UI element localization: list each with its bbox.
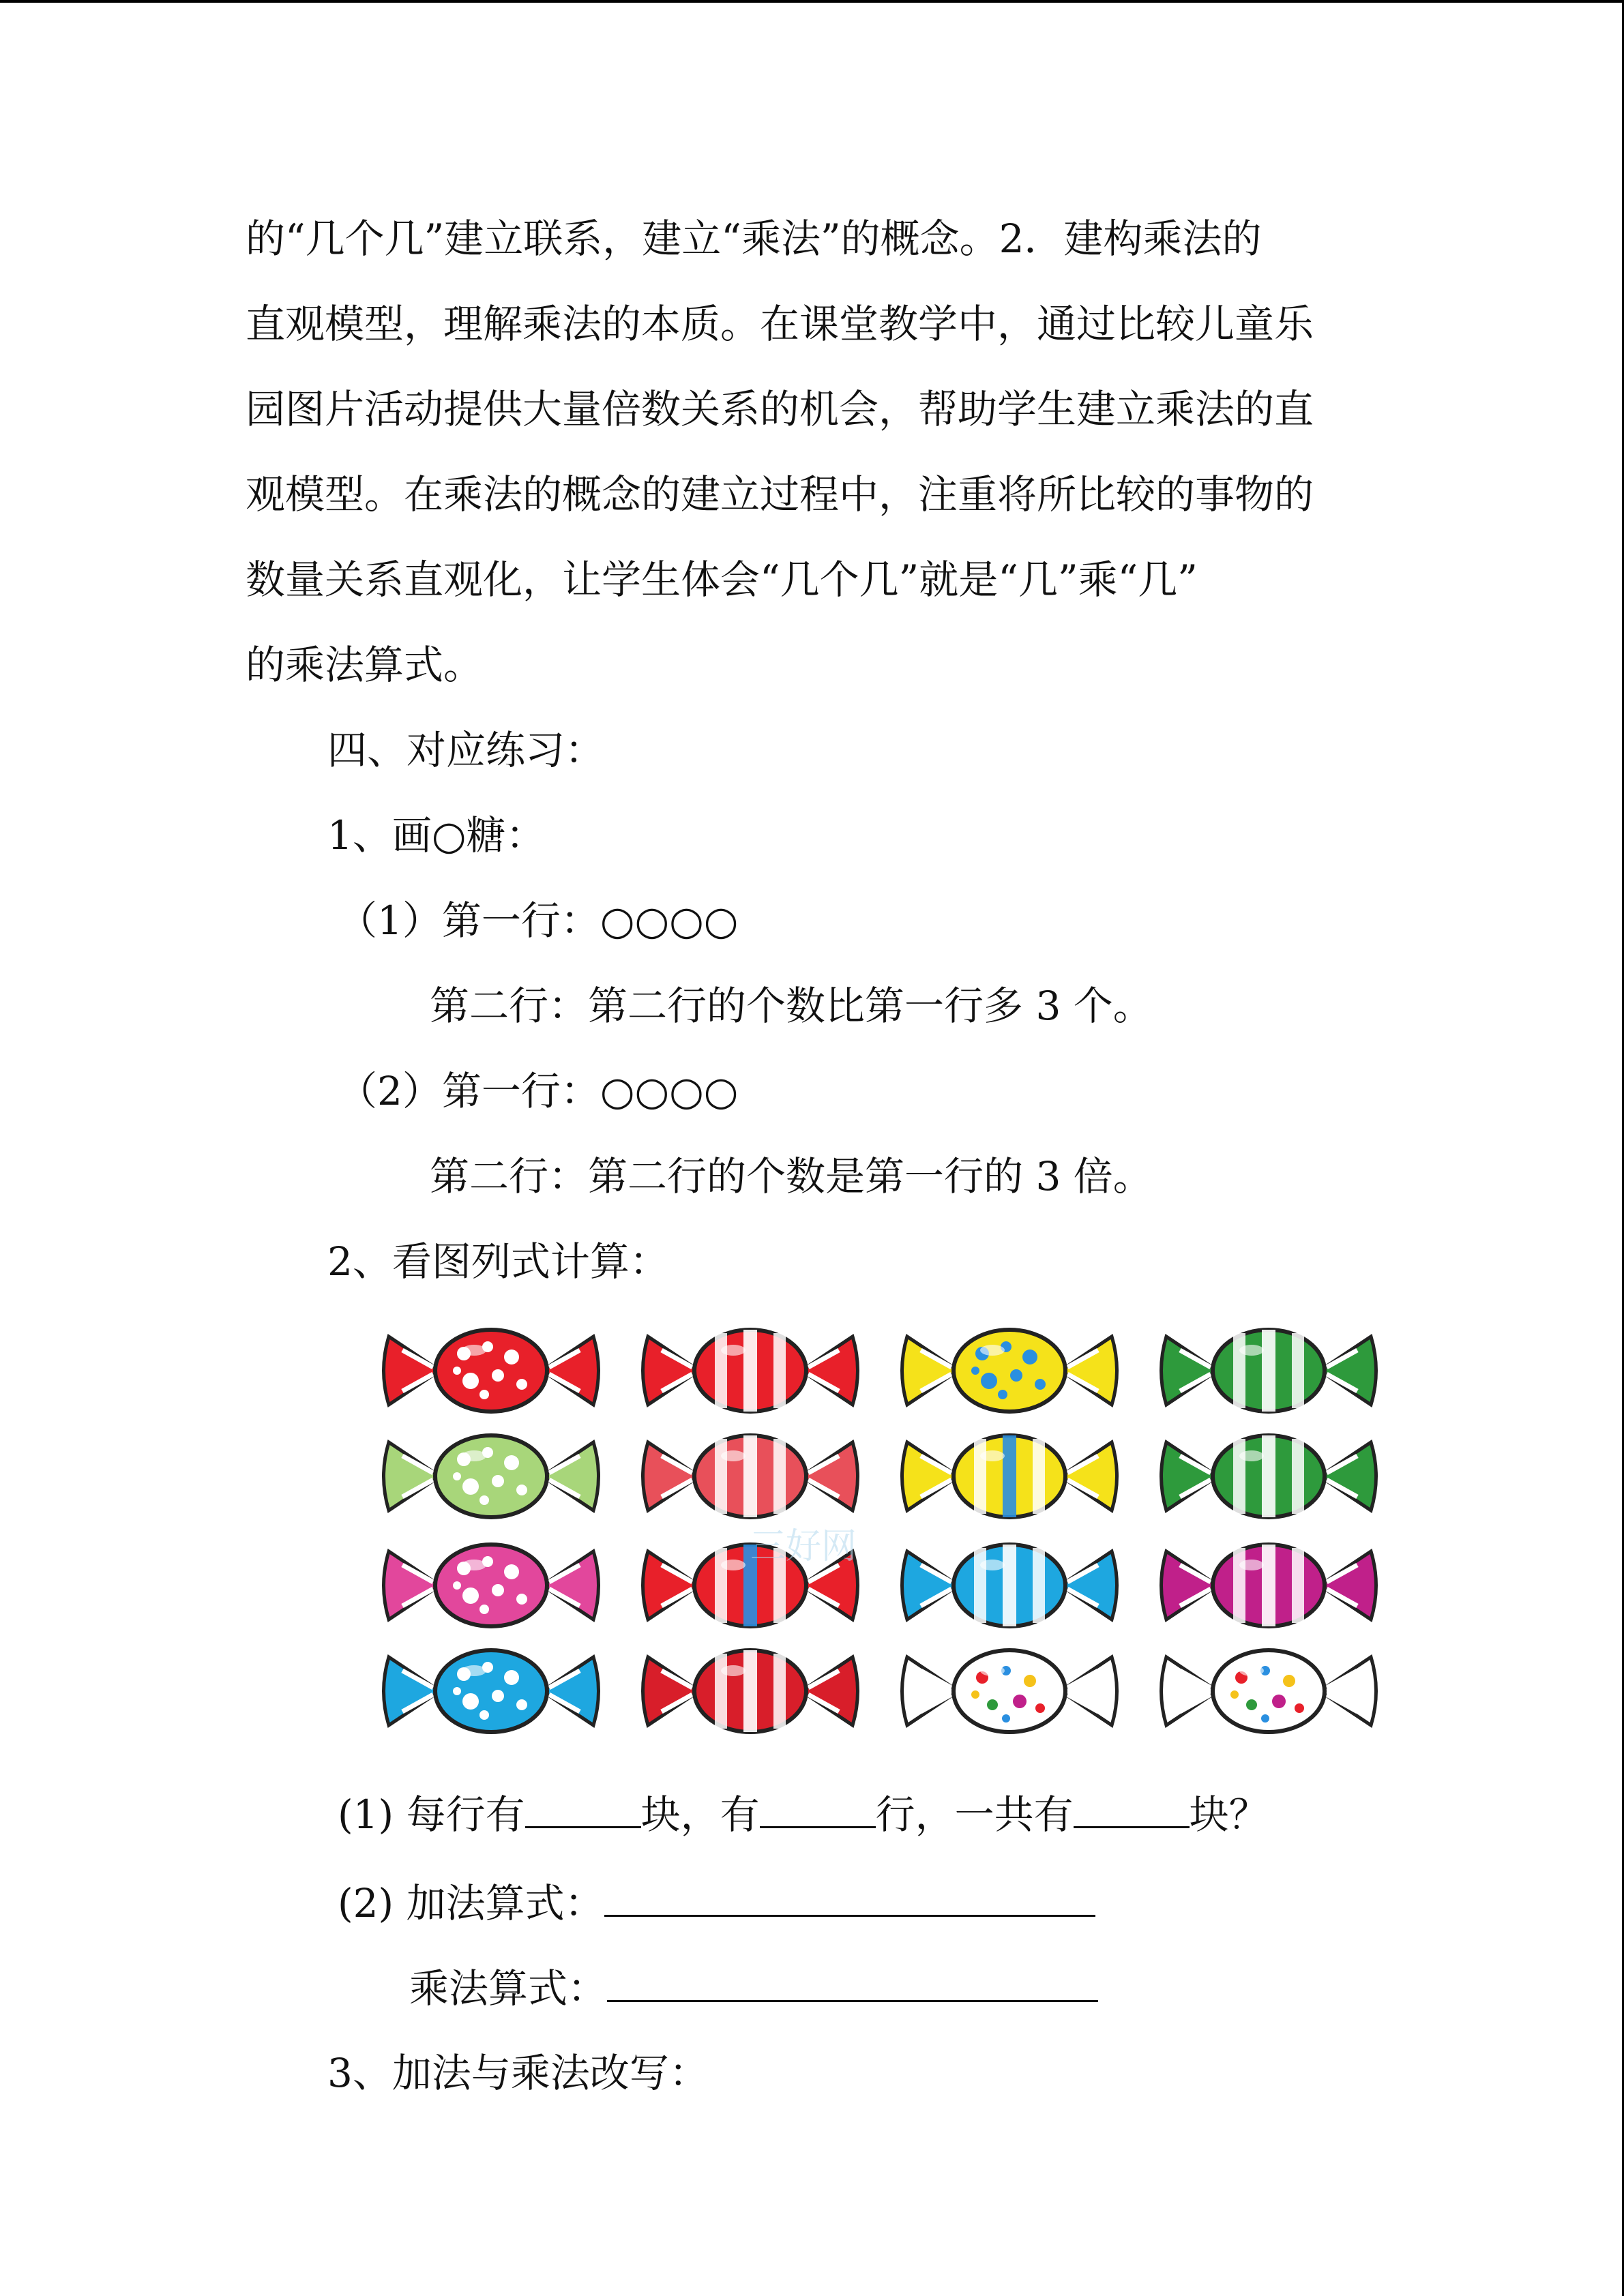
candy-icon — [1153, 1320, 1385, 1422]
question-1-title: 1、画○糖： — [327, 812, 546, 859]
watermark: 三好网 — [750, 1526, 857, 1567]
paragraph-line-1: 的“几个几”建立联系，建立“乘法”的概念。2．建构乘法的 — [246, 215, 1262, 262]
paragraph-line-2: 直观模型，理解乘法的本质。在课堂教学中，通过比较儿童乐 — [246, 301, 1314, 347]
blank-per-row[interactable] — [525, 1787, 641, 1828]
sub1-text-b: 块，有 — [640, 1791, 760, 1838]
candy-icon — [1153, 1534, 1385, 1637]
question-1-part1-row2: 第二行：第二行的个数比第一行多 3 个。 — [430, 983, 1153, 1029]
multiplication-answer-line[interactable] — [607, 1960, 1098, 2002]
candy-picture — [361, 1309, 1426, 1759]
candy-icon — [375, 1425, 607, 1527]
paragraph-line-5: 数量关系直观化，让学生体会“几个几”就是“几”乘“几” — [246, 556, 1198, 603]
candy-icon — [634, 1640, 866, 1742]
candy-icon — [634, 1425, 866, 1527]
candy-icon — [894, 1425, 1125, 1527]
addition-label: (2) 加法算式： — [338, 1880, 604, 1926]
candy-icon — [375, 1640, 607, 1742]
candy-icon — [894, 1320, 1125, 1422]
page-top-border — [0, 0, 1624, 3]
candy-icon — [375, 1534, 607, 1637]
section-heading: 四、对应练习： — [327, 727, 605, 773]
paragraph-line-4: 观模型。在乘法的概念的建立过程中，注重将所比较的事物的 — [246, 471, 1314, 518]
sub1-text-c: 行，一共有 — [875, 1791, 1074, 1838]
sub1-text-a: (1) 每行有 — [338, 1791, 525, 1838]
addition-answer-line[interactable] — [604, 1875, 1095, 1917]
paragraph-line-3: 园图片活动提供大量倍数关系的机会，帮助学生建立乘法的直 — [246, 386, 1314, 432]
question-2-sub2 — [338, 1875, 1095, 1930]
question-2-sub1 — [338, 1787, 1269, 1842]
candy-icon — [634, 1320, 866, 1422]
blank-rows[interactable] — [760, 1787, 876, 1828]
blank-total[interactable] — [1074, 1787, 1190, 1828]
question-1-part2-row2: 第二行：第二行的个数是第一行的 3 倍。 — [430, 1153, 1153, 1199]
question-2-sub3 — [409, 1960, 1098, 2016]
candy-icon — [375, 1320, 607, 1422]
question-3-title: 3、加法与乘法改写： — [327, 2050, 709, 2096]
candy-icon — [1153, 1640, 1385, 1742]
candy-icon — [1153, 1425, 1385, 1527]
candy-icon — [894, 1534, 1125, 1637]
question-2-title: 2、看图列式计算： — [327, 1238, 669, 1285]
multiplication-label: 乘法算式： — [409, 1965, 608, 2012]
question-1-part1-row1: （1）第一行：○○○○ — [338, 897, 739, 944]
paragraph-line-6: 的乘法算式。 — [246, 642, 484, 688]
question-1-part2-row1: （2）第一行：○○○○ — [338, 1068, 739, 1114]
candy-icon — [894, 1640, 1125, 1742]
sub1-text-d: 块？ — [1189, 1791, 1269, 1838]
